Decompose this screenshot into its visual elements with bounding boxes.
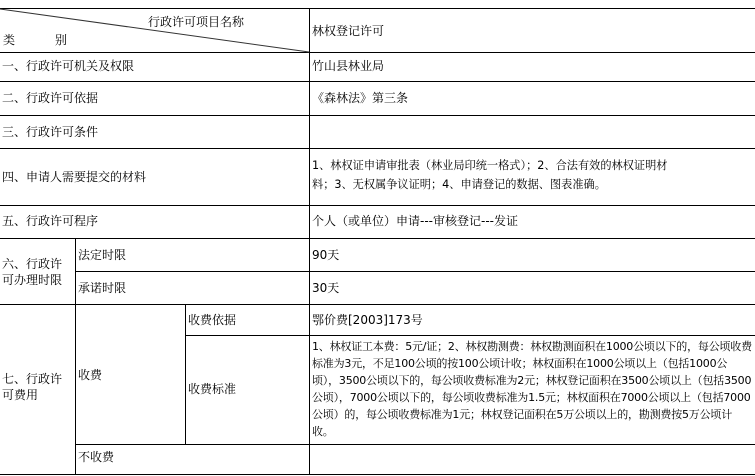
diagonal-header-top: 行政许可项目名称: [148, 15, 245, 29]
fees-label-line2: 可费用: [2, 388, 39, 402]
legal-time-limit-value: 90天: [312, 248, 340, 262]
authority-value: 竹山县林业局: [312, 59, 385, 73]
diagonal-header-category-left: 类: [3, 33, 16, 47]
procedure-label: 五、行政许可程序: [2, 214, 99, 228]
conditions-label: 三、行政许可条件: [2, 125, 99, 139]
charge-label: 收费: [78, 368, 103, 382]
basis-value: 《森林法》第三条: [312, 91, 409, 105]
promised-time-limit-label: 承诺时限: [78, 281, 127, 295]
materials-value-line2: 料；3、无权属争议证明；4、申请登记的数据、图表准确。: [312, 178, 606, 191]
fee-basis-value: 鄂价费[2003]173号: [312, 313, 423, 327]
time-limit-label-line1: 六、行政许: [2, 257, 63, 271]
fees-label-line1: 七、行政许: [2, 372, 63, 386]
legal-time-limit-label: 法定时限: [78, 248, 127, 262]
procedure-value: 个人（或单位）申请---审核登记---发证: [312, 214, 518, 228]
materials-value-line1: 1、林权证申请审批表（林业局印统一格式）；2、合法有效的林权证明材: [312, 159, 668, 172]
item-name-value: 林权登记许可: [312, 24, 385, 38]
time-limit-label-line2: 可办理时限: [2, 273, 63, 287]
materials-label: 四、申请人需要提交的材料: [2, 170, 147, 184]
diagonal-header-category-right: 别: [55, 33, 68, 47]
fee-basis-label: 收费依据: [188, 313, 237, 327]
fee-standard-label: 收费标准: [188, 382, 237, 396]
promised-time-limit-value: 30天: [312, 281, 340, 295]
no-charge-label: 不收费: [78, 450, 115, 464]
fee-standard-value: 1、林权证工本费：5元/证；2、林权勘测费：林权勘测面积在1000公顷以下的，每公顷收费标准为3元，不足100公顷的按100公顷计收；林权面积在1000公顷以上（包括1000公顷），3500公顷以下的，每公顷收费标准为2元；林权登记面积在3500公顷以上（包括3500公顷），7000公顷以下的，每公顷收费标准为1.5元；林权面积在7000公顷以上（包括7000公顷）的，每公顷收费标准为1元；林权登记面积在5万公顷以上的，勘测费按5万公顷计收。: [312, 340, 752, 438]
basis-label: 二、行政许可依据: [2, 91, 99, 105]
authority-label: 一、行政许可机关及权限: [2, 59, 135, 73]
